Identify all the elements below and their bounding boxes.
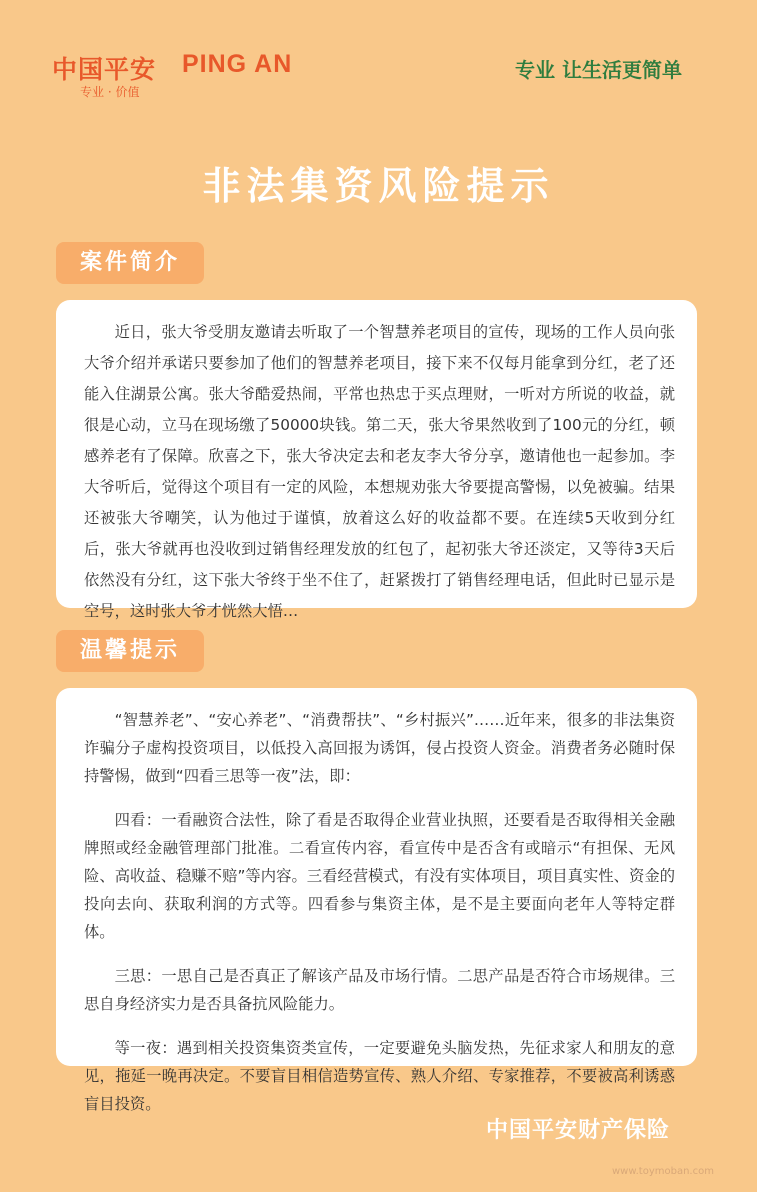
footer-brand: 中国平安财产保险 — [486, 1118, 671, 1143]
tips-paragraph-four-looks: 四看：一看融资合法性，除了看是否取得企业营业执照，还要看是否取得相关金融牌照或经金融管理部门批准。二看宣传内容，看宣传中是否含有或暗示“有担保、无风险、高收益、稳赚不赔”等内容。三看经营模式，有没有实体项目，项目真实性、资金的投向去向、获取利润的方式等。四看参与集资主体，是不是主要面向老年人等特定群体。 — [84, 811, 675, 941]
logo-en: PING AN — [182, 50, 293, 78]
tips-paragraph-three-thinks: 三思：一思自己是否真正了解该产品及市场行情。二思产品是否符合市场规律。三思自身经济实力是否具备抗风险能力。 — [84, 967, 675, 1013]
case-paragraph: 近日，张大爷受朋友邀请去听取了一个智慧养老项目的宣传，现场的工作人员向张大爷介绍并承诺只要参加了他们的智慧养老项目，接下来不仅每月能拿到分红，老了还能入住湖景公寓。张大爷酷爱热闹，平常也热忠于买点理财，一听对方所说的收益，就很是心动，立马在现场缴了50000块钱。第二天，张大爷果然收到了100元的分红，顿感养老有了保障。欣喜之下，张大爷决定去和老友李大爷分享，邀请他也一起参加。李大爷听后，觉得这个项目有一定的风险，本想规劝张大爷要提高警惕，以免被骗。结果还被张大爷嘲笑，认为他过于谨慎，放着这么好的收益都不要。在连续5天收到分红后，张大爷就再也没收到过销售经理发放的红包了，起初张大爷还淡定，又等待3天后依然没有分红，这下张大爷终于坐不住了，赶紧拨打了销售经理电话，但此时已显示是空号，这时张大爷才恍然大悟… — [84, 323, 675, 620]
tips-paragraph-wait-night: 等一夜：遇到相关投资集资类宣传，一定要避免头脑发热，先征求家人和朋友的意见，拖延一晚再决定。不要盲目相信造势宣传、熟人介绍、专家推荐，不要被高利诱惑盲目投资。 — [84, 1039, 675, 1113]
section-tab-case: 案件简介 — [56, 242, 204, 284]
page-title: 非法集资风险提示 — [202, 164, 555, 208]
slogan: 专业 让生活更简单 — [515, 58, 682, 82]
logo-cn: 中国平安 — [52, 55, 157, 84]
tips-panel — [56, 688, 697, 1113]
section-tab-tips: 温馨提示 — [56, 630, 204, 672]
case-panel — [56, 300, 697, 620]
logo-subtitle: 专业 · 价值 — [80, 85, 140, 99]
tips-paragraph-intro: “智慧养老”、“安心养老”、“消费帮扶”、“乡村振兴”……近年来，很多的非法集资诈骗分子虚构投资项目，以低投入高回报为诱饵，侵占投资人资金。消费者务必随时保持警惕，做到“四看三思等一夜”法，即： — [84, 711, 675, 785]
watermark: www.toymoban.com — [612, 1166, 714, 1177]
